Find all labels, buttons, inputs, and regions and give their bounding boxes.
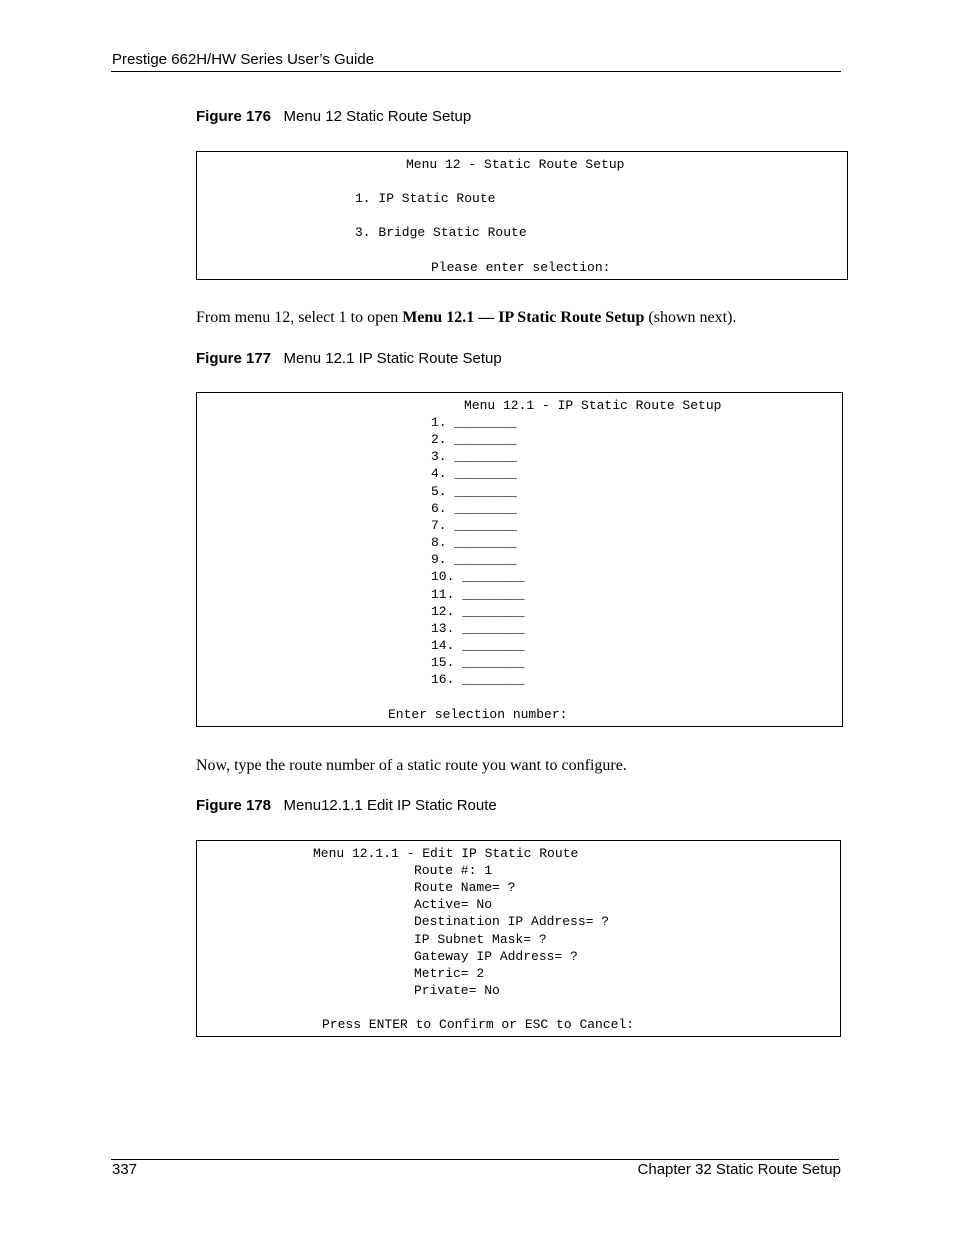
route-entry: 6. ________ <box>431 500 517 516</box>
route-entry: 8. ________ <box>431 535 517 551</box>
menu-12-1-1-title: Menu 12.1.1 - Edit IP Static Route <box>313 846 579 861</box>
route-field: Route Name= ? <box>414 880 516 896</box>
figure-176-terminal <box>196 151 848 280</box>
route-entry: 16. ________ <box>431 672 525 688</box>
menu-12-1-title: Menu 12.1 - IP Static Route Setup <box>464 398 722 413</box>
route-entry: 2. ________ <box>431 432 517 448</box>
route-entry: 11. ________ <box>431 586 525 602</box>
menu-option-ip-static-route: 1. IP Static Route <box>355 191 496 206</box>
figure-178-terminal <box>196 840 841 1037</box>
confirm-prompt: Press ENTER to Confirm or ESC to Cancel: <box>322 1017 635 1032</box>
route-entry: 14. ________ <box>431 637 525 653</box>
route-field: Metric= 2 <box>414 965 485 981</box>
route-entry: 12. ________ <box>431 603 525 619</box>
route-field: IP Subnet Mask= ? <box>414 931 547 947</box>
menu-12-title: Menu 12 - Static Route Setup <box>406 157 625 172</box>
menu-option-bridge-static-route: 3. Bridge Static Route <box>355 225 527 240</box>
page-number: 337 <box>112 1161 138 1178</box>
route-entry: 7. ________ <box>431 517 517 533</box>
route-entry: 3. ________ <box>431 449 517 465</box>
route-field: Private= No <box>414 983 500 999</box>
paragraph-menu-12-1: From menu 12, select 1 to open Menu 12.1 — IP Static Route Setup (shown next). <box>196 309 737 326</box>
chapter-title: Chapter 32 Static Route Setup <box>637 1161 841 1178</box>
figure-176-caption <box>196 108 471 125</box>
figure-177-title: Menu 12.1 IP Static Route Setup <box>283 350 502 367</box>
figure-177-terminal <box>196 392 843 727</box>
route-entry: 1. ________ <box>431 415 517 430</box>
figure-176-title: Menu 12 Static Route Setup <box>283 108 472 125</box>
route-entry: 9. ________ <box>431 552 517 568</box>
route-entry: 15. ________ <box>431 655 525 671</box>
route-field: Route #: 1 <box>414 863 493 878</box>
route-selection-prompt: Enter selection number: <box>388 707 568 722</box>
footer-divider <box>111 1159 839 1160</box>
header-divider <box>111 71 841 72</box>
running-header: Prestige 662H/HW Series User’s Guide <box>112 51 375 68</box>
menu-12-1-reference: Menu 12.1 — IP Static Route Setup <box>402 309 645 326</box>
route-entry: 4. ________ <box>431 466 517 482</box>
route-entry: 10. ________ <box>431 569 525 585</box>
figure-177-label: Figure 177 <box>196 350 272 367</box>
route-field: Active= No <box>414 897 493 913</box>
figure-178-caption <box>196 797 497 814</box>
route-entry: 5. ________ <box>431 483 517 499</box>
paragraph-route-number: Now, type the route number of a static route you want to configure. <box>196 757 627 774</box>
figure-176-label: Figure 176 <box>196 108 272 125</box>
selection-prompt: Please enter selection: <box>431 260 611 275</box>
route-field: Gateway IP Address= ? <box>414 948 578 964</box>
figure-177-caption <box>196 350 502 367</box>
route-field: Destination IP Address= ? <box>414 914 610 930</box>
figure-178-title: Menu12.1.1 Edit IP Static Route <box>283 797 497 814</box>
figure-178-label: Figure 178 <box>196 797 272 814</box>
route-entry: 13. ________ <box>431 620 525 636</box>
